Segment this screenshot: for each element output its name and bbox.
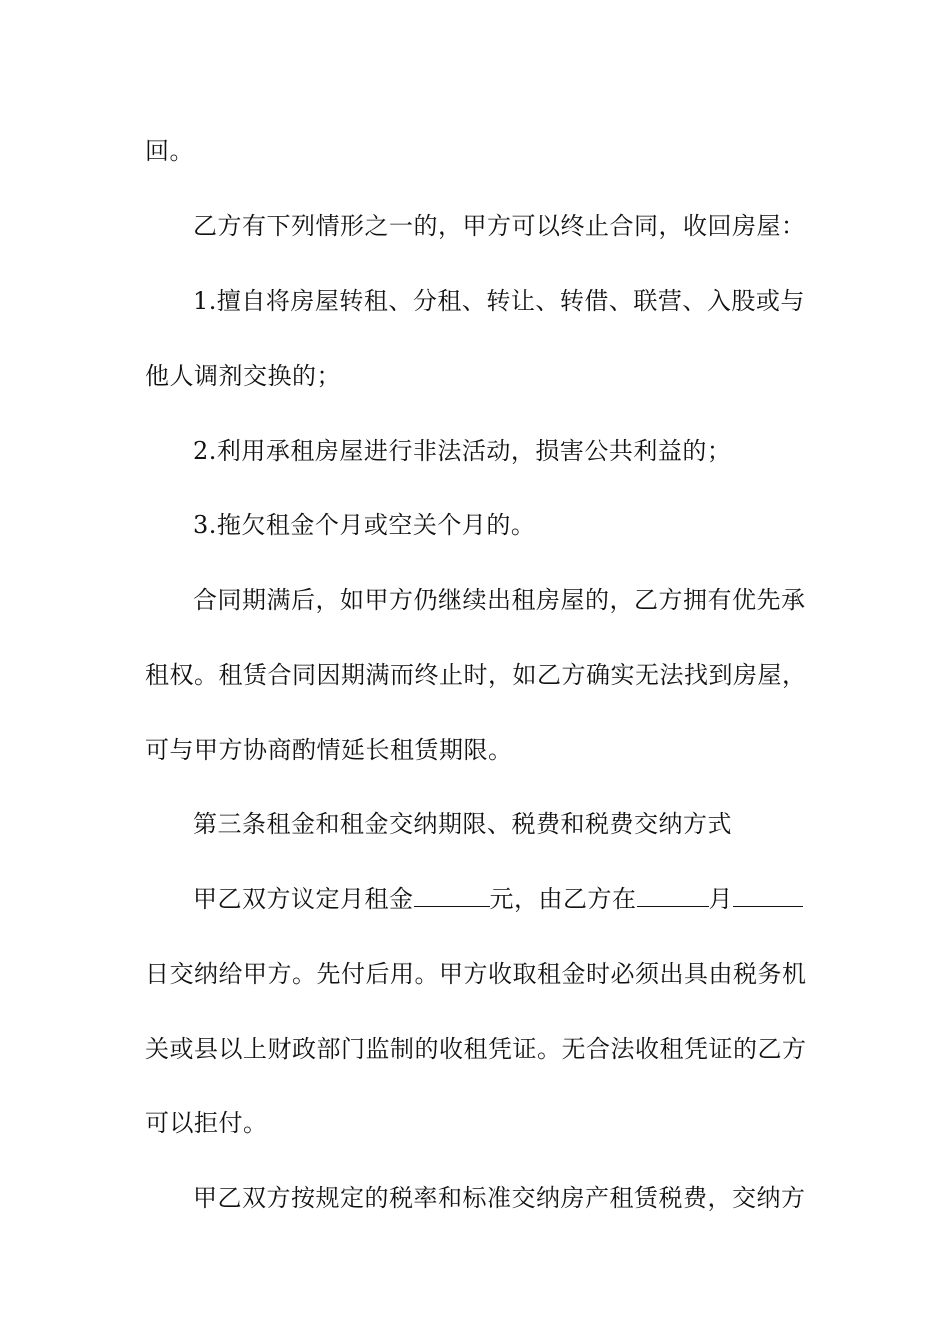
paragraph-termination: 乙方有下列情形之一的，甲方可以终止合同，收回房屋： bbox=[193, 212, 806, 240]
clause-item-3: 3.拖欠租金个月或空关个月的。 bbox=[193, 511, 536, 539]
rent-amount-blank[interactable] bbox=[414, 880, 490, 907]
text-line: 租权。租赁合同因期满而终止时，如乙方确实无法找到房屋， bbox=[145, 661, 807, 689]
text-line: 日交纳给甲方。先付后用。甲方收取租金时必须出具由税务机 bbox=[145, 960, 807, 988]
clause-item-1: 1.擅自将房屋转租、分租、转让、转借、联营、入股或与 bbox=[193, 287, 805, 315]
paragraph-tax: 甲乙双方按规定的税率和标准交纳房产租赁税费，交纳方 bbox=[193, 1184, 806, 1212]
text-line: 可以拒付。 bbox=[145, 1109, 268, 1137]
paragraph-rent-amount bbox=[193, 879, 873, 919]
rent-text-part-2: 元，由乙方在 bbox=[489, 885, 637, 913]
payment-day-blank[interactable] bbox=[733, 880, 803, 907]
text-line: 可与甲方协商酌情延长租赁期限。 bbox=[145, 736, 513, 764]
text-line: 关或县以上财政部门监制的收租凭证。无合法收租凭证的乙方 bbox=[145, 1035, 807, 1063]
rent-text-part-3: 月 bbox=[708, 885, 733, 913]
payment-month-blank[interactable] bbox=[637, 880, 709, 907]
clause-item-2: 2.利用承租房屋进行非法活动，损害公共利益的； bbox=[193, 437, 732, 465]
text-line: 回。 bbox=[145, 137, 194, 165]
article-heading: 第三条租金和租金交纳期限、税费和税费交纳方式 bbox=[193, 810, 732, 838]
paragraph-renewal: 合同期满后，如甲方仍继续出租房屋的，乙方拥有优先承 bbox=[193, 586, 806, 614]
text-line: 他人调剂交换的； bbox=[145, 362, 341, 390]
rent-text-part-1: 甲乙双方议定月租金 bbox=[193, 885, 414, 913]
